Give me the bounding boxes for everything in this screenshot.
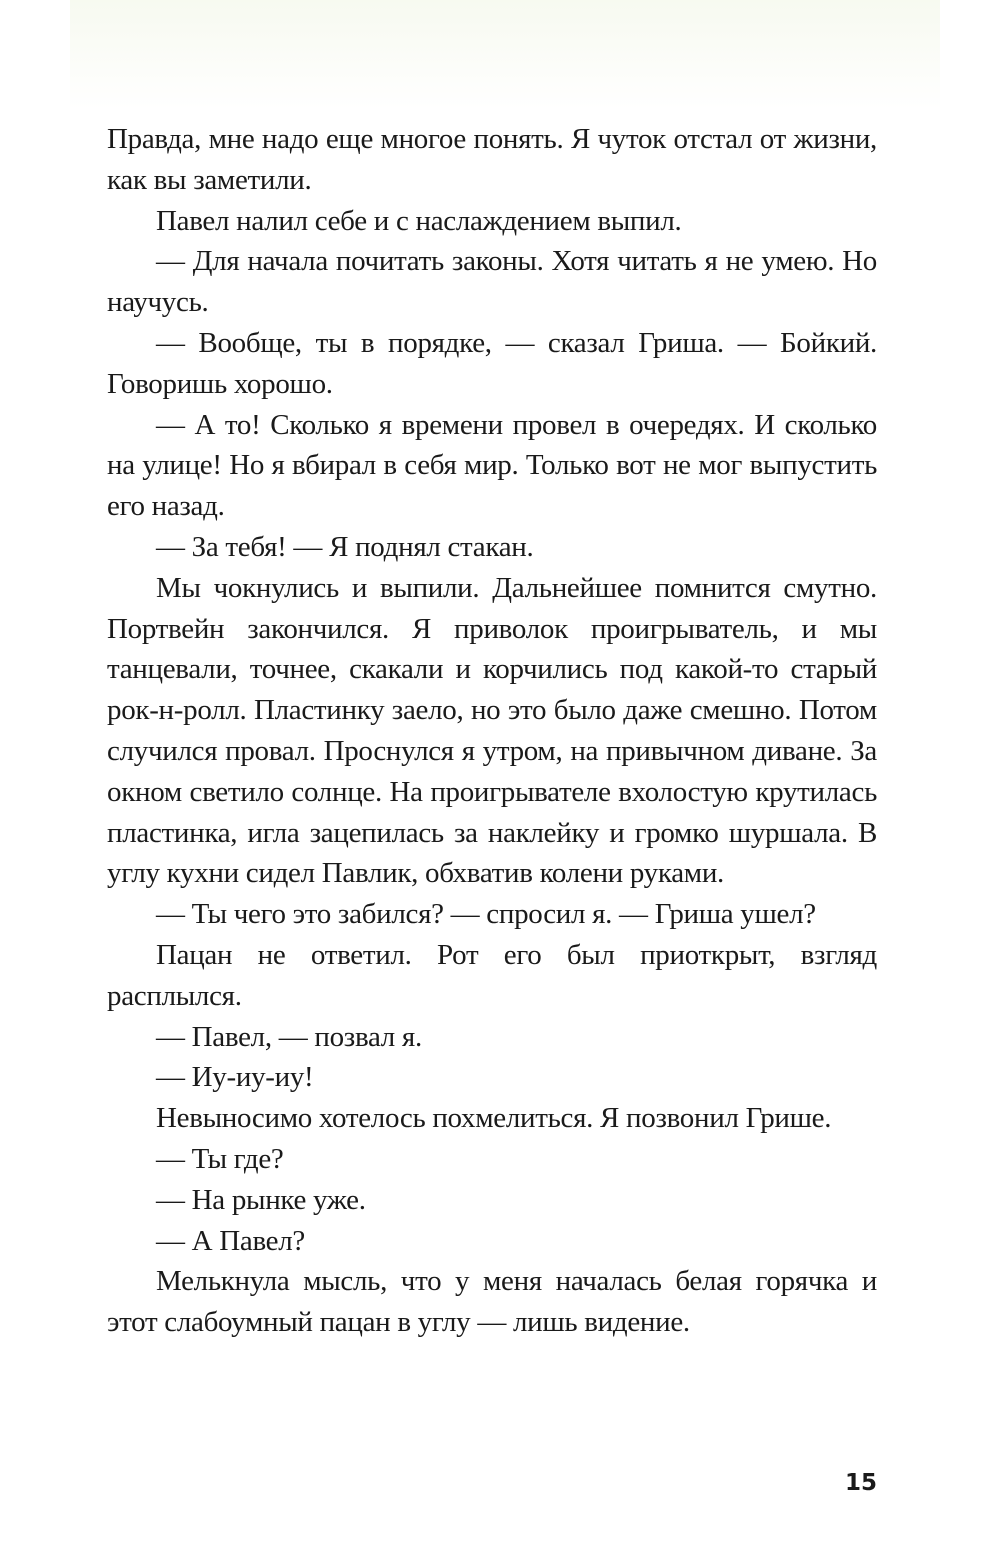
paragraph: Мы чокнулись и выпили. Дальнейшее помнится смутно. Портвейн закончился. Я приволок проигрыватель, и мы танцевали, точнее, скакали и корчились под какой-то старый рок-н-ролл. Пластинку заело, но это было даже смешно. Потом случился провал. Проснулся я утром, на привычном диване. За окном светило солнце. На проигрывателе вхолостую крутилась пластинка, игла зацепилась за наклейку и громко шуршала. В углу кухни сидел Павлик, обхватив колени руками. [107, 571, 877, 890]
dialogue-line: — Ты где? [156, 1142, 284, 1175]
paragraph: Правда, мне надо еще многое понять. Я чуток отстал от жизни, как вы заметили. [107, 123, 877, 196]
paragraph: Невыносимо хотелось похмелиться. Я позвонил Грише. [156, 1102, 832, 1135]
dialogue-line: — А Павел? [156, 1224, 305, 1257]
dialogue-line: — Для начала почитать законы. Хотя читать я не умею. Но научусь. [107, 245, 877, 319]
dialogue-line: — Ты чего это забился? — спросил я. — Гриша ушел? [156, 898, 816, 931]
dialogue-line: — На рынке уже. [156, 1183, 366, 1216]
paragraph: Мелькнула мысль, что у меня началась белая горячка и этот слабоумный пацан в углу — лишь видение. [107, 1265, 877, 1339]
page-number: 15 [844, 1470, 877, 1496]
paragraph: Павел налил себе и с наслаждением выпил. [156, 204, 682, 237]
dialogue-line: — Иу-иу-иу! [156, 1061, 314, 1094]
dialogue-line: — Павел, — позвал я. [156, 1020, 422, 1053]
body-text [107, 119, 877, 1343]
paragraph: Пацан не ответил. Рот его был приоткрыт, взгляд расплылся. [107, 938, 877, 1012]
paper-stain [70, 0, 940, 110]
dialogue-line: — А то! Сколько я времени провел в очередях. И сколько на улице! Но я вбирал в себя мир. Только вот не мог выпустить его назад. [107, 408, 877, 523]
dialogue-line: — Вообще, ты в порядке, — сказал Гриша. — Бойкий. Говоришь хорошо. [107, 326, 877, 400]
dialogue-line: — За тебя! — Я поднял стакан. [156, 530, 534, 563]
